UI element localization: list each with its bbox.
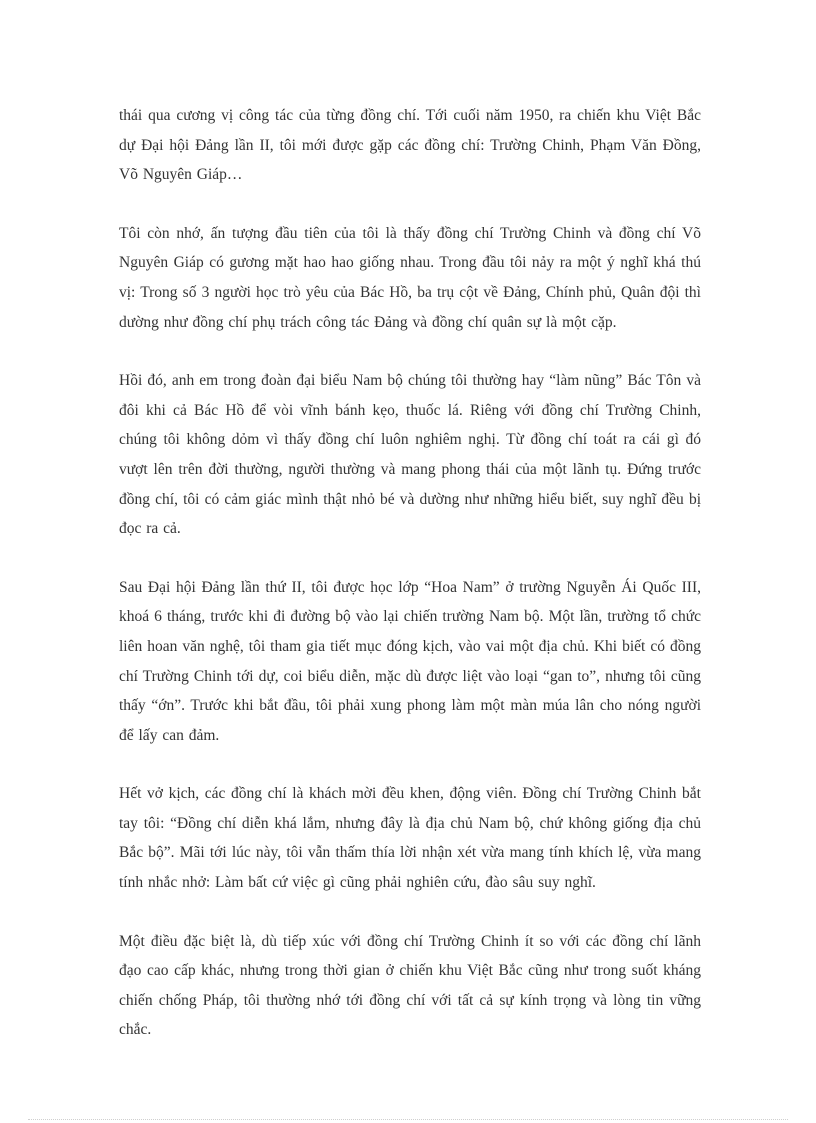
paragraph-6: Một điều đặc biệt là, dù tiếp xúc với đồng chí Trường Chinh ít so với các đồng chí lãnh đạo cao cấp khác, nhưng trong thời gian ở chiến khu Việt Bắc cũng như trong suốt kháng chiến chống Pháp, tôi thường nhớ tới đồng chí với tất cả sự kính trọng và lòng tin vững chắc. — [119, 932, 701, 1039]
paragraph-4: Sau Đại hội Đảng lần thứ II, tôi được học lớp “Hoa Nam” ở trường Nguyễn Ái Quốc III, khoá 6 tháng, trước khi đi đường bộ vào lại chiến trường Nam bộ. Một lần, trường tổ chức liên hoan văn nghệ, tôi tham gia tiết mục đóng kịch, vào vai một địa chủ. Khi biết có đồng chí Trường Chinh tới dự, coi biểu diễn, mặc dù được liệt vào loại “gan to”, nhưng tôi cũng thấy “ớn”. Trước khi bắt đầu, tôi phải xung phong làm một màn múa lân cho nóng người để lấy can đảm. — [119, 578, 701, 744]
paragraph-2: Tôi còn nhớ, ấn tượng đầu tiên của tôi là thấy đồng chí Trường Chinh và đồng chí Võ Nguyên Giáp có gương mặt hao hao giống nhau. Trong đầu tôi nảy ra một ý nghĩ khá thú vị: Trong số 3 người học trò yêu của Bác Hồ, ba trụ cột về Đảng, Chính phủ, Quân đội thì dường như đồng chí phụ trách công tác Đảng và đồng chí quân sự là một cặp. — [119, 224, 701, 331]
document-body — [119, 101, 701, 1045]
paragraph-1: thái qua cương vị công tác của từng đồng chí. Tới cuối năm 1950, ra chiến khu Việt Bắc dự Đại hội Đảng lần II, tôi mới được gặp các đồng chí: Trường Chinh, Phạm Văn Đồng, Võ Nguyên Giáp… — [119, 107, 701, 184]
paragraph-3: Hồi đó, anh em trong đoàn đại biểu Nam bộ chúng tôi thường hay “làm nũng” Bác Tôn và đôi khi cả Bác Hồ để vòi vĩnh bánh kẹo, thuốc lá. Riêng với đồng chí Trường Chinh, chúng tôi không dỏm vì thấy đồng chí luôn nghiêm nghị. Từ đồng chí toát ra cái gì đó vượt lên trên đời thường, người thường và mang phong thái của một lãnh tụ. Đứng trước đồng chí, tôi có cảm giác mình thật nhỏ bé và dường như những hiểu biết, suy nghĩ đều bị đọc ra cả. — [119, 372, 701, 538]
paragraph-5: Hết vở kịch, các đồng chí là khách mời đều khen, động viên. Đồng chí Trường Chinh bắt tay tôi: “Đồng chí diễn khá lắm, nhưng đây là địa chủ Nam bộ, chứ không giống địa chủ Bắc bộ”. Mãi tới lúc này, tôi vẫn thấm thía lời nhận xét vừa mang tính khích lệ, vừa mang tính nhắc nhở: Làm bất cứ việc gì cũng phải nghiên cứu, đào sâu suy nghĩ. — [119, 785, 701, 892]
page-bottom-divider — [28, 1119, 788, 1120]
